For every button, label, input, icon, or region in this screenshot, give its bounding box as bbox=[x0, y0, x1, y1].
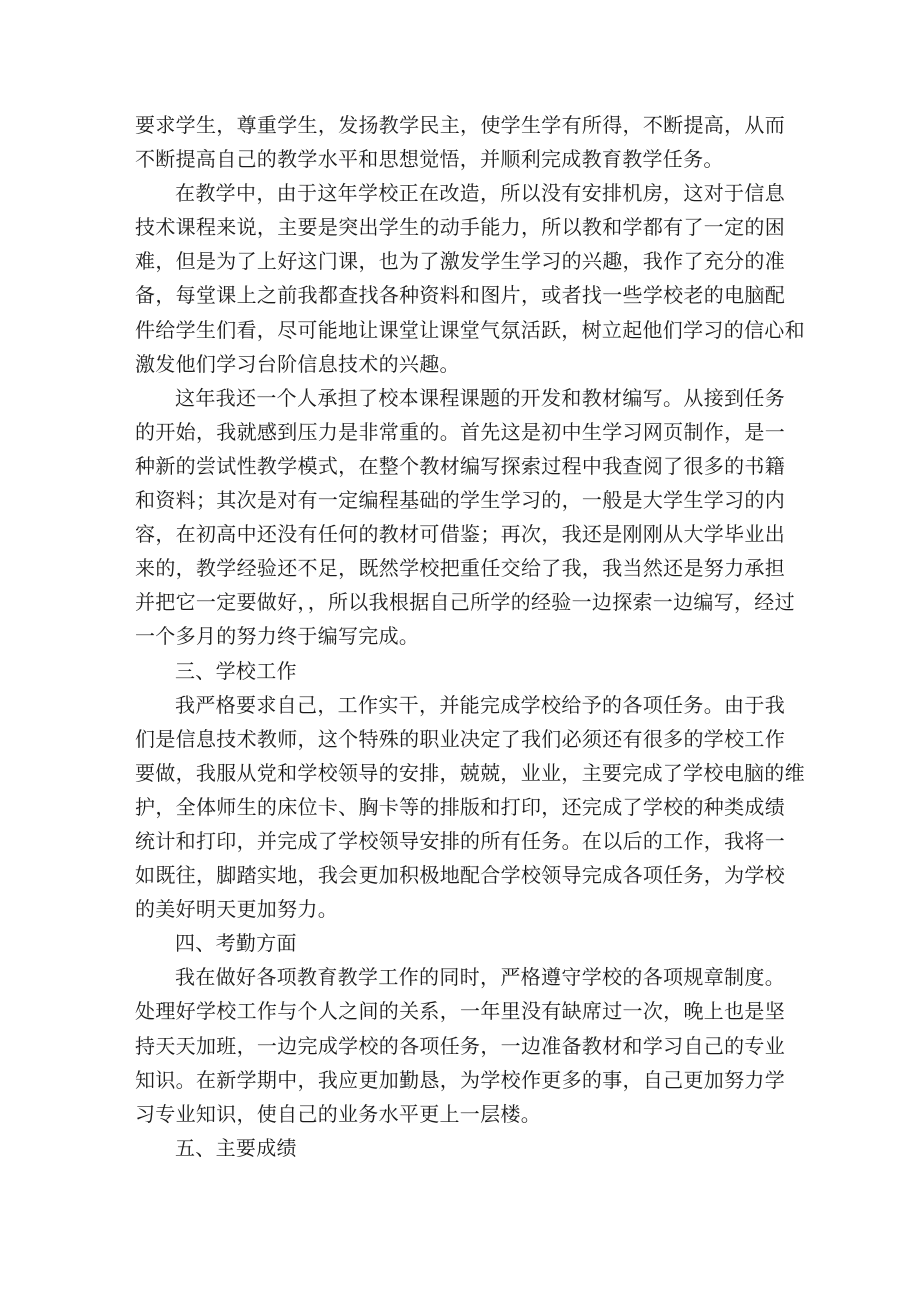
text-line: 持天天加班，一边完成学校的各项任务，一边准备教材和学习自己的专业 bbox=[135, 1033, 785, 1058]
section-heading-text: 四、考勤方面 bbox=[175, 931, 297, 956]
text-line: 处理好学校工作与个人之间的关系，一年里没有缺席过一次，晚上也是坚 bbox=[135, 999, 785, 1024]
text-line: 护，全体师生的床位卡、胸卡等的排版和打印，还完成了学校的种类成绩 bbox=[135, 794, 785, 819]
section-heading-text: 三、学校工作 bbox=[175, 658, 297, 683]
text-line: 们是信息技术教师，这个特殊的职业决定了我们必须还有很多的学校工作 bbox=[135, 726, 785, 751]
paragraph bbox=[135, 688, 805, 927]
text-line: 统计和打印，并完成了学校领导安排的所有任务。在以后的工作，我将一 bbox=[135, 828, 785, 853]
text-line: 的开始，我就感到压力是非常重的。首先这是初中生学习网页制作，是一 bbox=[135, 419, 785, 444]
text-line: 技术课程来说，主要是突出学生的动手能力，所以教和学都有了一定的困 bbox=[135, 215, 785, 240]
text-line: 难，但是为了上好这门课，也为了激发学生学习的兴趣，我作了充分的准 bbox=[135, 249, 785, 274]
text-line: 和资料；其次是对有一定编程基础的学生学习的，一般是大学生学习的内 bbox=[135, 488, 785, 513]
section-heading-text: 五、主要成绩 bbox=[175, 1135, 297, 1160]
paragraph-continued bbox=[135, 108, 785, 176]
text-line: 这年我还一个人承担了校本课程课题的开发和教材编写。从接到任务 bbox=[175, 385, 785, 410]
text-line: 并把它一定要做好，，所以我根据自己所学的经验一边探索一边编写，经过 bbox=[135, 590, 795, 615]
text-line: 备，每堂课上之前我都查找各种资料和图片，或者找一些学校老的电脑配 bbox=[135, 283, 785, 308]
text-line: 习专业知识，使自己的业务水平更上一层楼。 bbox=[135, 1101, 541, 1126]
text-line: 激发他们学习台阶信息技术的兴趣。 bbox=[135, 351, 460, 376]
text-line: 我在做好各项教育教学工作的同时，严格遵守学校的各项规章制度。 bbox=[175, 965, 785, 990]
section-heading bbox=[135, 654, 785, 688]
text-line: 要求学生，尊重学生，发扬教学民主，使学生学有所得，不断提高，从而 bbox=[135, 113, 785, 137]
text-line: 如既往，脚踏实地，我会更加积极地配合学校领导完成各项任务，为学校 bbox=[135, 863, 785, 888]
text-line: 我严格要求自己，工作实干，并能完成学校给予的各项任务。由于我 bbox=[175, 692, 785, 717]
paragraph bbox=[135, 960, 785, 1130]
text-line: 在教学中，由于这年学校正在改造，所以没有安排机房，这对于信息 bbox=[175, 181, 785, 206]
text-line: 一个多月的努力终于编写完成。 bbox=[135, 624, 420, 649]
text-line: 件给学生们看，尽可能地让课堂让课堂气氛活跃，树立起他们学习的信心和 bbox=[135, 317, 805, 342]
paragraph bbox=[135, 176, 805, 381]
section-heading bbox=[135, 1131, 785, 1165]
text-line: 种新的尝试性教学模式，在整个教材编写探索过程中我查阅了很多的书籍 bbox=[135, 453, 785, 478]
section-heading bbox=[135, 926, 785, 960]
text-line: 来的，教学经验还不足，既然学校把重任交给了我，我当然还是努力承担 bbox=[135, 556, 785, 581]
paragraph bbox=[135, 381, 795, 654]
text-line: 的美好明天更加努力。 bbox=[135, 897, 338, 922]
text-line: 要做，我服从党和学校领导的安排，兢兢，业业，主要完成了学校电脑的维 bbox=[135, 760, 805, 785]
text-line: 不断提高自己的教学水平和思想觉悟，并顺利完成教育教学任务。 bbox=[135, 147, 724, 172]
text-line: 知识。在新学期中，我应更加勤恳，为学校作更多的事，自己更加努力学 bbox=[135, 1067, 785, 1092]
document-body bbox=[135, 108, 805, 1165]
text-line: 容，在初高中还没有任何的教材可借鉴；再次，我还是刚刚从大学毕业出 bbox=[135, 522, 785, 547]
